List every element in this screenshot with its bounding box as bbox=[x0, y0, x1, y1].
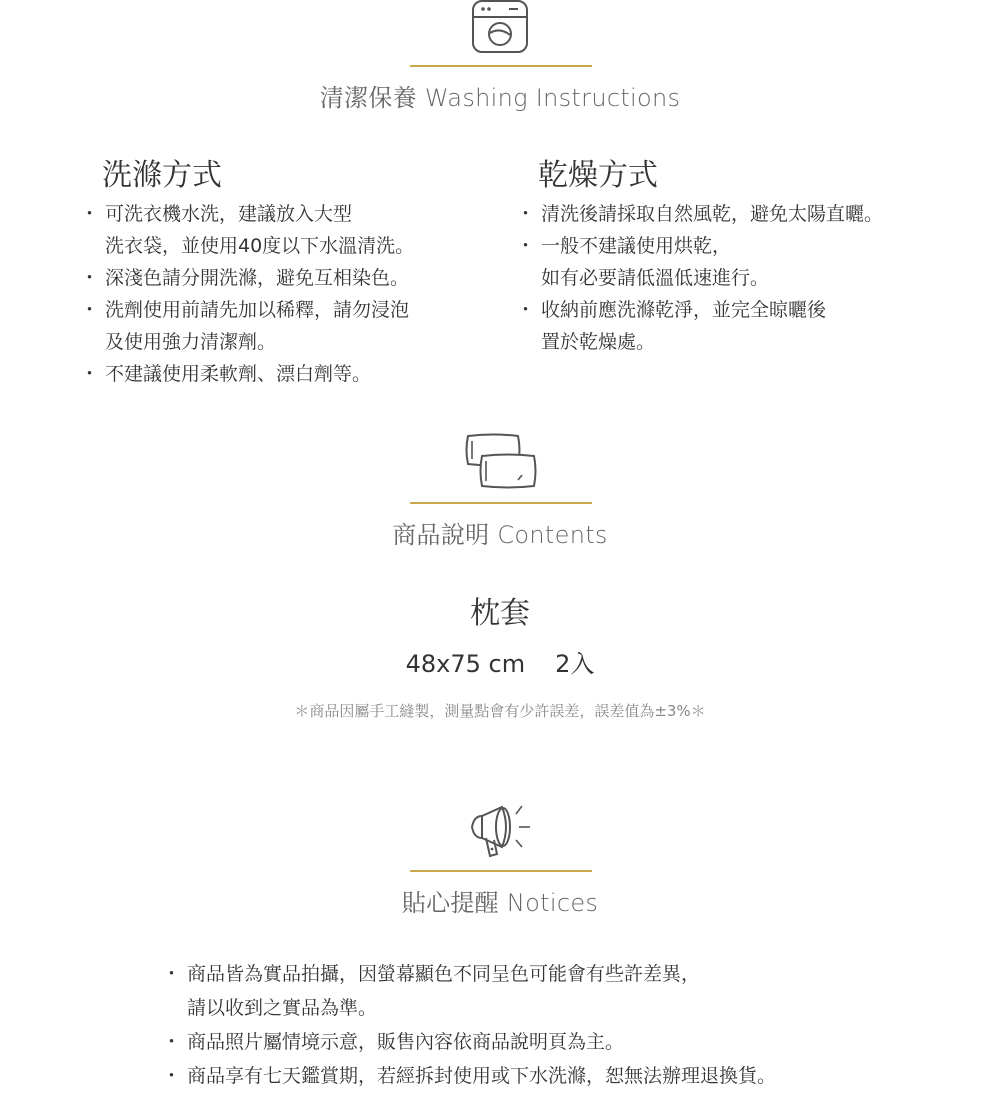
list-item: ・ 清洗後請採取自然風乾，避免太陽直曬。 bbox=[522, 198, 962, 230]
product-size: 48x75 cm bbox=[405, 650, 526, 678]
dry-method-list bbox=[522, 198, 962, 358]
dry-method-heading: 乾燥方式 bbox=[538, 158, 658, 193]
list-item: ・ 深淺色請分開洗滌，避免互相染色。 bbox=[86, 262, 506, 294]
list-item: ・ 商品照片屬情境示意，販售內容依商品說明頁為主。 bbox=[168, 1025, 968, 1059]
list-item: ・ 不建議使用柔軟劑、漂白劑等。 bbox=[86, 358, 506, 390]
notices-section-title: 貼心提醒 Notices bbox=[401, 889, 599, 917]
list-item: ・ 洗劑使用前請先加以稀釋，請勿浸泡 及使用強力清潔劑。 bbox=[86, 294, 506, 358]
contents-section-title: 商品說明 Contents bbox=[392, 521, 608, 549]
washing-machine-icon bbox=[450, 0, 550, 56]
notices-list bbox=[168, 957, 968, 1093]
list-item: ・ 一般不建議使用烘乾， 如有必要請低溫低速進行。 bbox=[522, 230, 962, 294]
product-note: ＊商品因屬手工縫製，測量點會有少許誤差，誤差值為±3%＊ bbox=[294, 702, 706, 720]
wash-method-heading: 洗滌方式 bbox=[102, 158, 222, 193]
list-item: ・ 商品享有七天鑑賞期，若經拆封使用或下水洗滌，恕無法辦理退換貨。 bbox=[168, 1059, 968, 1093]
section-divider bbox=[410, 870, 592, 872]
pillow-icon bbox=[450, 432, 550, 492]
product-spec bbox=[0, 644, 1000, 679]
section-divider bbox=[410, 502, 592, 504]
wash-method-list bbox=[86, 198, 506, 390]
washing-section-title: 清潔保養 Washing Instructions bbox=[319, 84, 681, 112]
megaphone-icon bbox=[450, 800, 550, 862]
list-item: ・ 可洗衣機水洗，建議放入大型 洗衣袋，並使用40度以下水溫清洗。 bbox=[86, 198, 506, 262]
list-item: ・ 商品皆為實品拍攝，因螢幕顯色不同呈色可能會有些許差異， 請以收到之實品為準。 bbox=[168, 957, 968, 1025]
list-item: ・ 收納前應洗滌乾淨，並完全晾曬後 置於乾燥處。 bbox=[522, 294, 962, 358]
product-quantity: 2入 bbox=[555, 650, 595, 678]
product-name: 枕套 bbox=[470, 596, 530, 631]
section-divider bbox=[410, 65, 592, 67]
